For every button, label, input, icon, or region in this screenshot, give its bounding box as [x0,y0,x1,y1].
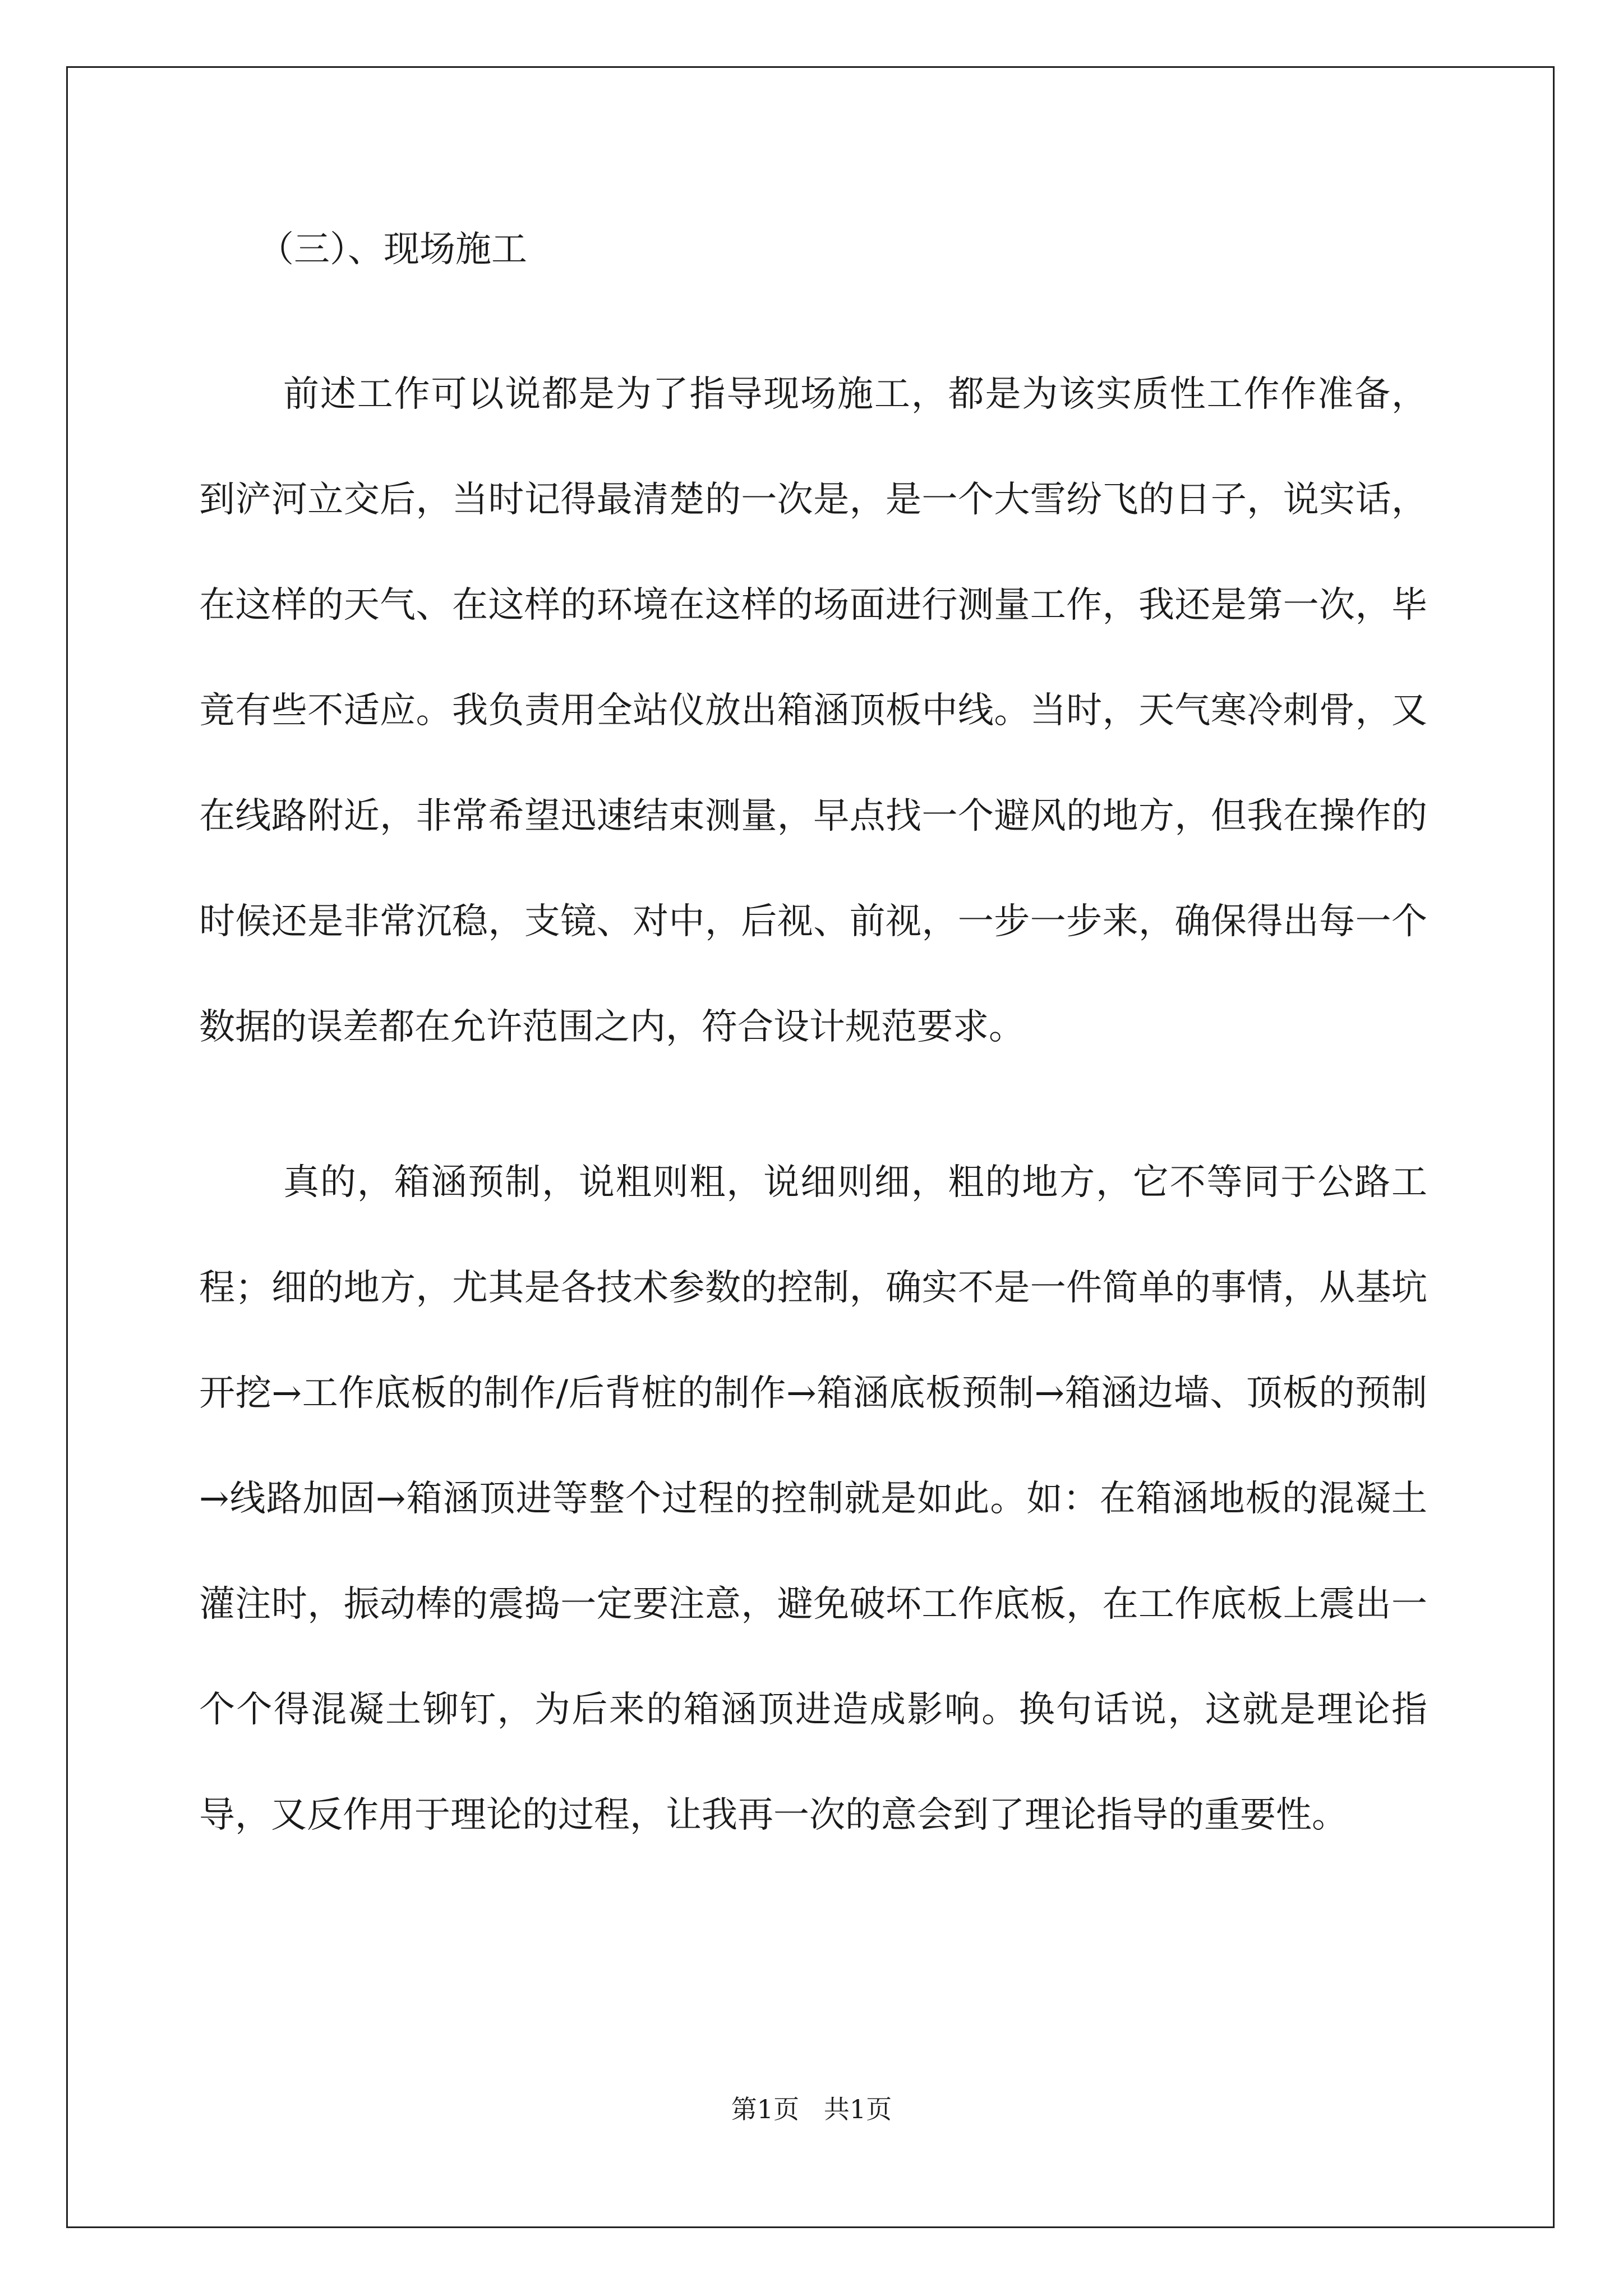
paragraph-site-survey: 前述工作可以说都是为了指导现场施工，都是为该实质性工作作准备，到浐河立交后，当时记得最清楚的一次是，是一个大雪纷飞的日子，说实话，在这样的天气、在这样的环境在这样的场面进行测量工作，我还是第一次，毕竟有些不适应。我负责用全站仪放出箱涵顶板中线。当时，天气寒冷刺骨，又在线路附近，非常希望迅速结束测量，早点找一个避风的地方，但我在操作的时候还是非常沉稳，支镜、对中，后视、前视，一步一步来，确保得出每一个数据的误差都在允许范围之内，符合设计规范要求。 [199,374,1427,1048]
page-number-footer: 第1页 共1页 [731,2094,892,2124]
paragraph-box-culvert: 真的，箱涵预制，说粗则粗，说细则细，粗的地方，它不等同于公路工程；细的地方，尤其是各技术参数的控制，确实不是一件简单的事情，从基坑开挖→工作底板的制作/后背桩的制作→箱涵底板预制→箱涵边墙、顶板的预制→线路加固→箱涵顶进等整个过程的控制就是如此。如：在箱涵地板的混凝土灌注时，振动棒的震捣一定要注意，避免破坏工作底板，在工作底板上震出一个个得混凝土铆钉，为后来的箱涵顶进造成影响。换句话说，这就是理论指导，又反作用于理论的过程，让我再一次的意会到了理论指导的重要性。 [199,1162,1427,1836]
section-heading: （三）、现场施工 [258,229,527,270]
